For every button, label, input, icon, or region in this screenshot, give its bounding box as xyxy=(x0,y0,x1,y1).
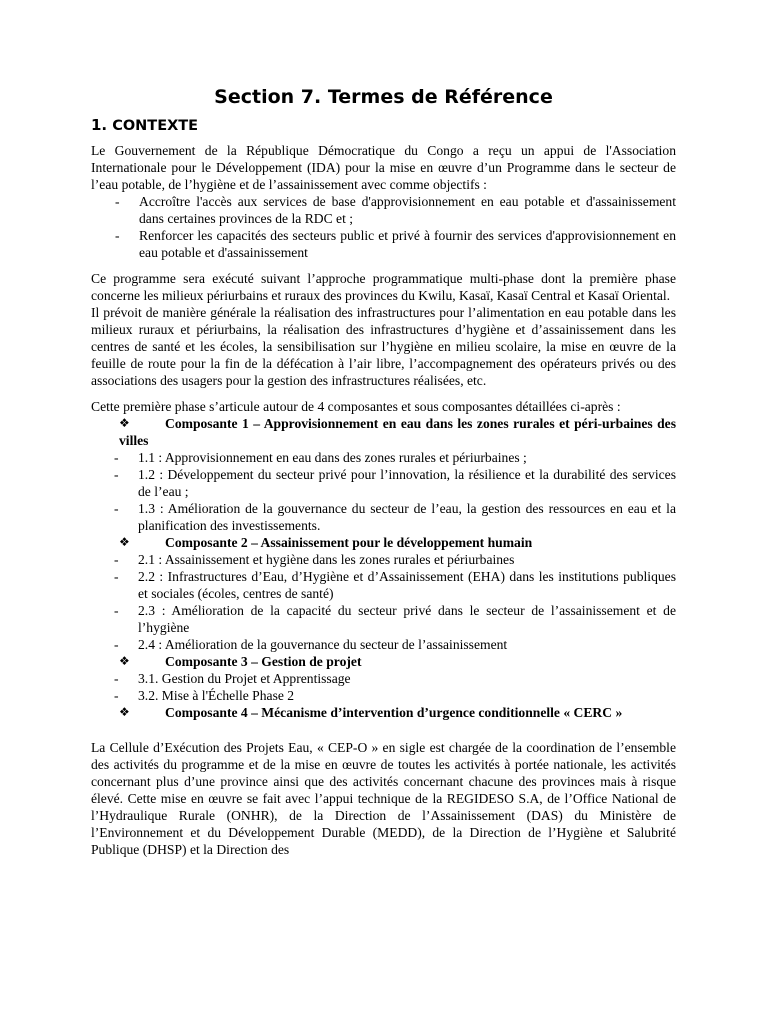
component-3-title: ❖ Composante 3 – Gestion de projet xyxy=(119,654,362,669)
page-title: Section 7. Termes de Référence xyxy=(214,86,553,108)
list-item: - 1.1 : Approvisionnement en eau dans des zones rurales et périurbaines ; xyxy=(114,450,527,465)
document-page xyxy=(91,86,676,858)
diamond-bullet-icon: ❖ xyxy=(119,535,130,549)
list-item: - 3.1. Gestion du Projet et Apprentissage xyxy=(114,671,351,686)
program-paragraph: Ce programme sera exécuté suivant l’approche programmatique multi-phase dont la première phase concerne les milieux périurbains et ruraux des provinces du Kwilu, Kasaï, Kasaï Central et Kasaï Oriental. xyxy=(91,271,676,303)
dash-marker: - xyxy=(114,603,119,618)
dash-marker: - xyxy=(114,501,119,516)
section-number: 1. xyxy=(91,116,108,134)
component-4-title: ❖ Composante 4 – Mécanisme d’intervention d’urgence conditionnelle « CERC » xyxy=(119,705,623,720)
component-2-title: ❖ Composante 2 – Assainissement pour le développement humain xyxy=(119,535,533,550)
diamond-bullet-icon: ❖ xyxy=(119,705,130,719)
dash-marker: - xyxy=(114,637,119,652)
component-2-list xyxy=(91,551,676,653)
dash-marker: - xyxy=(114,552,119,567)
list-item: - 2.1 : Assainissement et hygiène dans les zones rurales et périurbaines xyxy=(114,552,515,567)
component-1-list xyxy=(91,449,676,534)
dash-marker: - xyxy=(114,467,119,482)
section-heading-text: CONTEXTE xyxy=(112,118,199,134)
list-item: - Renforcer les capacités des secteurs public et privé à fournir des services d'approvisionnement en eau potable et d'assainissement xyxy=(115,228,676,260)
list-item: - 2.3 : Amélioration de la capacité du secteur privé dans le secteur de l’assainissement et de l’hygiène xyxy=(114,603,676,635)
component-1-title: ❖ Composante 1 – Approvisionnement en eau dans les zones rurales et péri-urbaines des villes xyxy=(119,416,676,448)
dash-marker: - xyxy=(114,450,119,465)
dash-marker: - xyxy=(115,194,120,209)
cep-paragraph: La Cellule d’Exécution des Projets Eau, « CEP-O » en sigle est chargée de la coordination de l’ensemble des activités du programme et de la mise en œuvre de toutes les activités à portée nationale, les activités concernant plus d’une province ainsi que des activités concernant chacune des provinces mais à risque élevé. Cette mise en œuvre se fait avec l’appui technique de la REGIDESO S.A, de l’Office National de l’Hydraulique Rurale (ONHR), de la Direction de l’Assainissement (DAS) du Ministère de l’Environnement et du Développement Durable (MEDD), de la Direction de l’Hygiène et Salubrité Publique (DHSP) et la Direction des xyxy=(91,740,676,857)
infrastructure-paragraph: Il prévoit de manière générale la réalisation des infrastructures pour l’alimentation en eau potable dans les milieux ruraux et périurbains, la réalisation des infrastructures d’hygiène et d’assainissement dans les centres de santé et les écoles, la sensibilisation sur l’hygiène en milieu scolaire, la mise en œuvre de la feuille de route pour la fin de la défécation à l’air libre, l’accompagnement des opérateurs privés ou des associations des usagers pour la gestion des infrastructures réalisées, etc. xyxy=(91,305,676,388)
dash-marker: - xyxy=(114,569,119,584)
dash-marker: - xyxy=(114,688,119,703)
list-item: - 1.3 : Amélioration de la gouvernance du secteur de l’eau, la gestion des ressources en eau et la planification des investissements. xyxy=(114,501,676,533)
component-3-list xyxy=(91,670,676,704)
list-item: - 3.2. Mise à l'Échelle Phase 2 xyxy=(114,688,295,703)
diamond-bullet-icon: ❖ xyxy=(119,416,130,430)
list-item: - 2.2 : Infrastructures d’Eau, d’Hygiène et d’Assainissement (EHA) dans les institutions publiques et sociales (écoles, centres de santé) xyxy=(114,569,676,601)
list-item: - 2.4 : Amélioration de la gouvernance du secteur de l’assainissement xyxy=(114,637,508,652)
intro-paragraph: Le Gouvernement de la République Démocratique du Congo a reçu un appui de l'Association Internationale pour le Développement (IDA) pour la mise en œuvre d’un Programme dans le secteur de l’eau potable, de l’hygiène et de l’assainissement avec comme objectifs : xyxy=(91,143,676,192)
list-item: - Accroître l'accès aux services de base d'approvisionnement en eau potable et d'assainissement dans certaines provinces de la RDC et ; xyxy=(115,194,676,226)
diamond-bullet-icon: ❖ xyxy=(119,654,130,668)
section-heading xyxy=(91,116,676,135)
dash-marker: - xyxy=(114,671,119,686)
dash-marker: - xyxy=(115,228,120,243)
list-item: - 1.2 : Développement du secteur privé pour l’innovation, la résilience et la durabilité des services de l’eau ; xyxy=(114,467,676,499)
components-intro-paragraph: Cette première phase s’articule autour de 4 composantes et sous composantes détaillées ci-après : xyxy=(91,399,621,414)
objectives-list xyxy=(91,193,676,261)
